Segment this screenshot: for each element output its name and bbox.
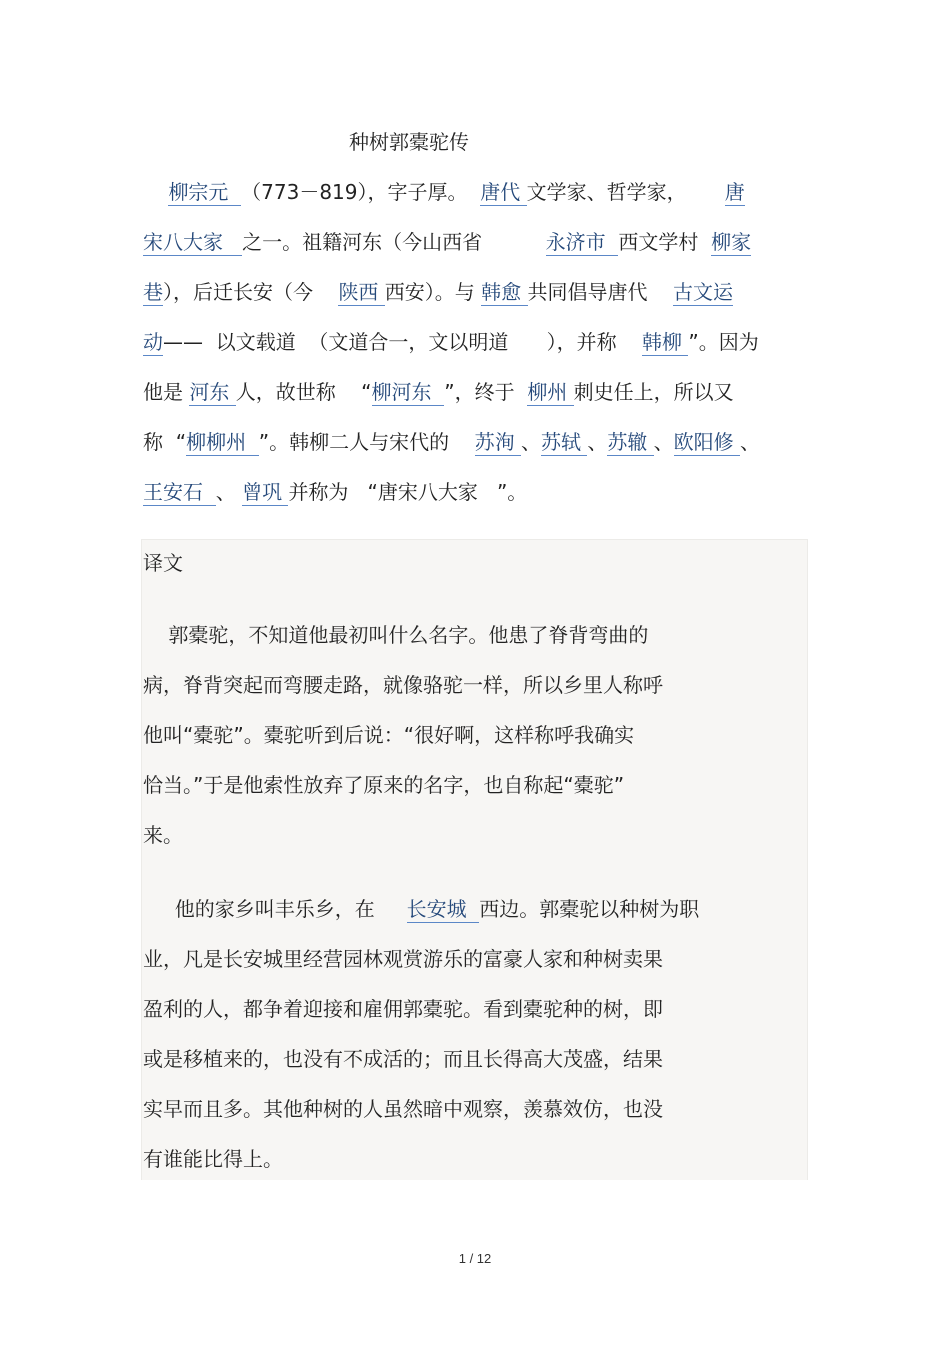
text-segment: 有谁能比得上。: [143, 1147, 283, 1171]
text-segment: 人，故世称 “: [235, 380, 372, 404]
text-segment: 或是移植来的，也没有不成活的；而且长得高大茂盛，结果: [143, 1047, 663, 1071]
hyperlink[interactable]: 柳宗元: [168, 180, 242, 204]
intro-line: [143, 328, 759, 356]
hyperlink[interactable]: 长安城: [406, 897, 480, 921]
hyperlink[interactable]: 苏轼: [540, 430, 588, 454]
hyperlink[interactable]: 柳河东: [371, 380, 445, 404]
text-segment: ”，终于: [444, 380, 528, 404]
paragraph-line: [143, 995, 663, 1023]
intro-line: [143, 478, 527, 506]
paragraph-line: [143, 1095, 663, 1123]
text-segment: 他是: [143, 380, 190, 404]
translation-label: 译文: [143, 551, 183, 575]
text-segment: 刺史任上，所以又: [573, 380, 734, 404]
intro-line: [143, 428, 760, 456]
paragraph-line: 来。: [143, 823, 183, 847]
hyperlink[interactable]: 河东: [189, 380, 236, 404]
document-title: 种树郭橐驼传: [349, 130, 469, 154]
text-segment: 、: [520, 430, 541, 454]
paragraph-line: [143, 1045, 663, 1073]
text-segment: 、: [587, 430, 608, 454]
paragraph-line: [143, 895, 699, 923]
hyperlink[interactable]: 古文运: [672, 280, 733, 304]
text-segment: 之一。祖籍河东（今山西省: [242, 230, 546, 254]
hyperlink[interactable]: 苏洵: [474, 430, 521, 454]
intro-line: [143, 278, 733, 306]
intro-line: [143, 378, 734, 406]
text-segment: 西安）。与: [384, 280, 482, 304]
text-segment: 称 “: [143, 430, 187, 454]
text-segment: 业，凡是长安城里经营园林观赏游乐的富豪人家和种树卖果: [143, 947, 663, 971]
paragraph-line: 恰当。”于是他索性放弃了原来的名字，也自称起“橐驼”: [143, 773, 625, 797]
text-segment: ”。韩柳二人与宋代的: [258, 430, 475, 454]
text-segment: 、: [215, 480, 243, 504]
text-segment: 共同倡导唐代: [527, 280, 673, 304]
hyperlink[interactable]: 柳州: [527, 380, 574, 404]
paragraph-line: [143, 945, 663, 973]
text-segment: 盈利的人，都争着迎接和雇佣郭橐驼。看到橐驼种的树，即: [143, 997, 663, 1021]
hyperlink[interactable]: 唐代: [480, 180, 527, 204]
hyperlink[interactable]: 欧阳修: [673, 430, 741, 454]
hyperlink[interactable]: 永济市: [545, 230, 619, 254]
text-segment: 、: [653, 430, 674, 454]
text-segment: 文学家、哲学家，: [526, 180, 725, 204]
hyperlink[interactable]: 苏辙: [607, 430, 654, 454]
hyperlink[interactable]: 动: [143, 330, 163, 354]
intro-line: [143, 228, 751, 256]
text-segment: 他的家乡叫丰乐乡，在: [143, 897, 407, 921]
hyperlink[interactable]: 唐: [724, 180, 745, 204]
hyperlink[interactable]: 柳家: [711, 230, 752, 254]
hyperlink[interactable]: 韩柳: [642, 330, 689, 354]
text-segment: —— 以文载道 （文道合一，文以明道 ），并称: [163, 330, 643, 354]
hyperlink[interactable]: 柳柳州: [186, 430, 259, 454]
hyperlink[interactable]: 巷: [143, 280, 163, 304]
paragraph-line: [143, 1145, 283, 1173]
hyperlink[interactable]: 陕西: [338, 280, 385, 304]
text-segment: 西文学村: [618, 230, 712, 254]
text-segment: [143, 180, 168, 204]
text-segment: 并称为 “唐宋八大家 ”。: [288, 480, 528, 504]
text-segment: ”。因为: [688, 330, 759, 354]
text-segment: （773－819），字子厚。: [241, 180, 481, 204]
hyperlink[interactable]: 王安石: [143, 480, 216, 504]
paragraph-line: 病，脊背突起而弯腰走路，就像骆驼一样，所以乡里人称呼: [143, 673, 663, 697]
paragraph-line: 他叫“橐驼”。橐驼听到后说：“很好啊，这样称呼我确实: [143, 723, 635, 747]
hyperlink[interactable]: 曾巩: [242, 480, 289, 504]
paragraph-line: 郭橐驼，不知道他最初叫什么名字。他患了脊背弯曲的: [143, 623, 649, 647]
page-number: 1 / 12: [458, 1251, 492, 1266]
text-segment: 实早而且多。其他种树的人虽然暗中观察，羡慕效仿，也没: [143, 1097, 663, 1121]
hyperlink[interactable]: 宋八大家: [143, 230, 243, 254]
text-segment: ），后迁长安（今: [163, 280, 339, 304]
text-segment: 西边。郭橐驼以种树为职: [479, 897, 700, 921]
text-segment: 、: [740, 430, 761, 454]
intro-line: [143, 178, 745, 206]
hyperlink[interactable]: 韩愈: [481, 280, 528, 304]
